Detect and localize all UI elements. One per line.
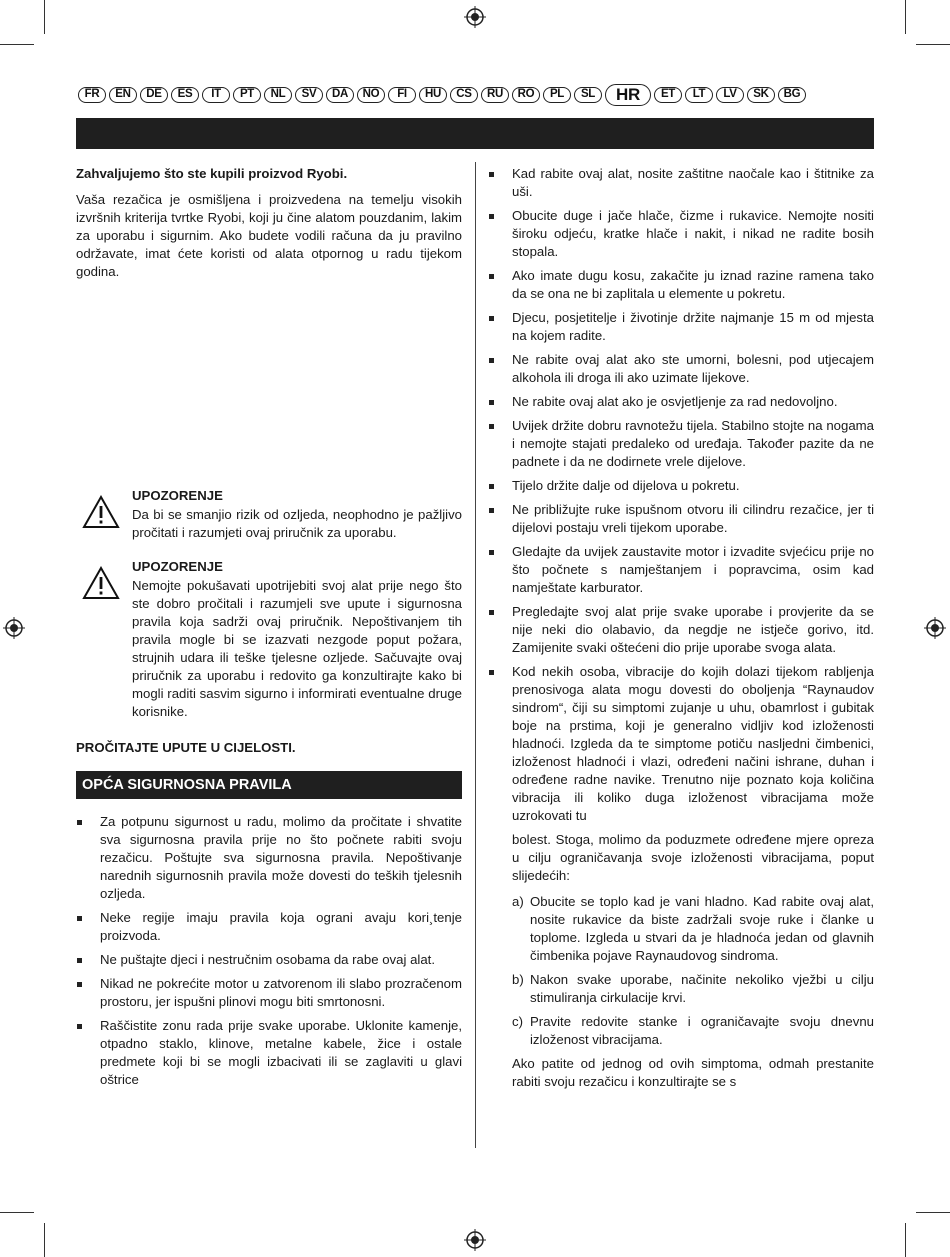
list-item: Kod nekih osoba, vibracije do kojih dolazi tijekom rabljenja prenosivoga alata mogu dovesti do oboljenja “Raynaudov sindrom“, čiji su simptomi zujanje u uhu, obamrlost i gubitak boje na prstima, koji je generalno vidljiv kod izloženosti hladnoći. Izgleda da te simptome potiču nasljedni čimbenici, izloženost hladnoći i vlazi, određeni načini ishrane, duhan i određene radne navike. Trenutno nije poznato koja količina vibracija ili koliko duga izloženost vibracijama može uzrokovati tu xyxy=(488,663,874,825)
list-item: Raščistite zonu rada prije svake uporabe. Uklonite kamenje, otpadno staklo, klinove, metalne kabele, žice i ostale predmete koji bi se mogli izbacivati ili se zaglaviti u glavi oštrice xyxy=(76,1017,462,1089)
closing-text: Ako patite od jednog od ovih simptoma, odmah prestanite rabiti svoju rezačicu i konzultirajte se s xyxy=(512,1056,874,1089)
right-bullet-list xyxy=(488,165,874,825)
sub-item-text: Pravite redovite stanke i ograničavajte svoju dnevnu izloženost vibracijama. xyxy=(530,1014,874,1047)
continuation-text: bolest. Stoga, molimo da poduzmete određene mjere opreza u cilju ograničavanja svoje izloženosti vibracijama, poput slijedećih: xyxy=(512,832,874,883)
language-tab-hu[interactable]: HU xyxy=(419,87,447,103)
list-item: Ako imate dugu kosu, zakačite ju iznad razine ramena tako da se ona ne bi zaplitala u elemente u pokretu. xyxy=(488,267,874,303)
sub-list-item xyxy=(512,893,874,965)
crop-mark xyxy=(916,1212,950,1213)
sub-item-label: b) xyxy=(512,972,524,987)
list-item: Kad rabite ovaj alat, nosite zaštitne naočale kao i štitnike za uši. xyxy=(488,165,874,201)
crop-mark xyxy=(44,1223,45,1257)
header-band xyxy=(76,118,874,149)
language-tab-no[interactable]: NO xyxy=(357,87,385,103)
language-tab-fi[interactable]: FI xyxy=(388,87,416,103)
warning-block xyxy=(76,487,462,542)
language-tab-cs[interactable]: CS xyxy=(450,87,478,103)
registration-mark-icon xyxy=(464,6,486,28)
sub-list xyxy=(488,893,874,1049)
list-item: Ne puštajte djeci i nestručnim osobama da rabe ovaj alat. xyxy=(76,951,462,969)
registration-mark-icon xyxy=(464,1229,486,1251)
warning-block xyxy=(76,558,462,721)
registration-mark-icon xyxy=(3,617,25,639)
crop-mark xyxy=(916,44,950,45)
left-column xyxy=(76,165,462,1095)
sub-item-label: c) xyxy=(512,1014,523,1029)
language-tab-sl[interactable]: SL xyxy=(574,87,602,103)
crop-mark xyxy=(905,1223,906,1257)
column-divider xyxy=(475,162,476,1148)
warning-icon xyxy=(82,566,120,600)
language-tab-sk[interactable]: SK xyxy=(747,87,775,103)
read-all-text: PROČITAJTE UPUTE U CIJELOSTI. xyxy=(76,740,296,755)
warning-icon xyxy=(82,495,120,529)
language-tab-hr[interactable]: HR xyxy=(605,84,651,106)
warning-title: UPOZORENJE xyxy=(132,559,223,574)
language-tab-ru[interactable]: RU xyxy=(481,87,509,103)
language-tab-it[interactable]: IT xyxy=(202,87,230,103)
crop-mark xyxy=(44,0,45,34)
sub-item-label: a) xyxy=(512,894,524,909)
language-tab-lv[interactable]: LV xyxy=(716,87,744,103)
language-tab-bg[interactable]: BG xyxy=(778,87,806,103)
thanks-text: Zahvaljujemo što ste kupili proizvod Ryobi. xyxy=(76,166,348,181)
spacer xyxy=(76,289,462,487)
language-tab-et[interactable]: ET xyxy=(654,87,682,103)
section-title: OPĆA SIGURNOSNA PRAVILA xyxy=(76,771,462,799)
sub-list-item xyxy=(512,1013,874,1049)
list-item: Ne rabite ovaj alat ako je osvjetljenje za rad nedovoljno. xyxy=(488,393,874,411)
crop-mark xyxy=(0,44,34,45)
list-item: Nikad ne pokrećite motor u zatvorenom ili slabo prozračenom prostoru, jer ispušni plinovi mogu biti smrtonosni. xyxy=(76,975,462,1011)
list-item: Pregledajte svoj alat prije svake uporabe i provjerite da se nije neki dio olabavio, da negdje ne istječe gorivo, itd. Zamijenite svaki oštećeni dio prije uporabe svoga alata. xyxy=(488,603,874,657)
warning-text: Nemojte pokušavati upotrijebiti svoj alat prije nego što ste dobro pročitali i razumjeli sve upute i sigurnosna pravila koja sadrži ovaj priručnik. Nepoštivanjem tih pravila mogle bi se izazvati nezgode poput požara, strujnih udara ili teške tjelesne ozljede. Sačuvajte ovaj priručnik za uporabu i redovito ga konzultirajte kako bi mogli raditi sasvim sigurno i informirati eventualne druge korisnike. xyxy=(132,578,462,719)
sub-item-text: Obucite se toplo kad je vani hladno. Kad rabite ovaj alat, nosite rukavice da biste zadržali svoje ruke i članke u toplome. Izgleda u stvari da je hladnoća jedan od glavnih čimbenika pojave Raynaudovog sindroma. xyxy=(530,894,874,963)
sub-item-text: Nakon svake uporabe, načinite nekoliko vježbi u cilju stimuliranja cirkulacije krvi. xyxy=(530,972,874,1005)
list-item: Ne približujte ruke ispušnom otvoru ili cilindru rezačice, jer ti dijelovi postaju vreli tijekom uporabe. xyxy=(488,501,874,537)
warning-title: UPOZORENJE xyxy=(132,488,223,503)
language-tab-da[interactable]: DA xyxy=(326,87,354,103)
list-item: Za potpunu sigurnost u radu, molimo da pročitate i shvatite sva sigurnosna pravila prije no što počnete rabiti svoju rezačicu. Poštujte sva sigurnosna pravila. Nepoštivanje narednih sigurnosnih pravila može dovesti do teških tjelesnih ozljeda. xyxy=(76,813,462,903)
right-column xyxy=(488,165,874,1099)
crop-mark xyxy=(905,0,906,34)
language-tab-ro[interactable]: RO xyxy=(512,87,540,103)
language-tab-nl[interactable]: NL xyxy=(264,87,292,103)
language-tab-de[interactable]: DE xyxy=(140,87,168,103)
left-bullet-list xyxy=(76,813,462,1089)
language-tab-pl[interactable]: PL xyxy=(543,87,571,103)
list-item: Tijelo držite dalje od dijelova u pokretu. xyxy=(488,477,874,495)
language-tab-sv[interactable]: SV xyxy=(295,87,323,103)
language-tab-lt[interactable]: LT xyxy=(685,87,713,103)
language-tab-pt[interactable]: PT xyxy=(233,87,261,103)
language-tab-es[interactable]: ES xyxy=(171,87,199,103)
registration-mark-icon xyxy=(924,617,946,639)
warning-text: Da bi se smanjio rizik od ozljeda, neophodno je pažljivo pročitati i razumjeti ovaj priručnik za uporabu. xyxy=(132,507,462,540)
intro-text: Vaša rezačica je osmišljena i proizvedena na temelju visokih izvršnih kriterija tvrtke Ryobi, koji ju čine alatom pouzdanim, lakim za uporabu i sigurnim. Ako budete vodili računa da ju pravilno održavate, imat ćete koristi od alata otpornog u radu tijekom godina. xyxy=(76,192,462,279)
list-item: Neke regije imaju pravila koja ograni avaju kori¸tenje proizvoda. xyxy=(76,909,462,945)
crop-mark xyxy=(0,1212,34,1213)
language-bar xyxy=(78,84,874,106)
list-item: Obucite duge i jače hlače, čizme i rukavice. Nemojte nositi široku odjeću, kratke hlače i nakit, i nikad ne radite bosih stopala. xyxy=(488,207,874,261)
sub-list-item xyxy=(512,971,874,1007)
list-item: Gledajte da uvijek zaustavite motor i izvadite svjećicu prije no što počnete s namještanjem i popravcima, osim kad namještate karburator. xyxy=(488,543,874,597)
language-tab-en[interactable]: EN xyxy=(109,87,137,103)
list-item: Ne rabite ovaj alat ako ste umorni, bolesni, pod utjecajem alkohola ili droga ili ako uzimate lijekove. xyxy=(488,351,874,387)
list-item: Djecu, posjetitelje i životinje držite najmanje 15 m od mjesta na kojem radite. xyxy=(488,309,874,345)
language-tab-fr[interactable]: FR xyxy=(78,87,106,103)
list-item: Uvijek držite dobru ravnotežu tijela. Stabilno stojte na nogama i nemojte stajati predaleko od uređaja. Također pazite da ne padnete i da ne dodirnete vrele dijelove. xyxy=(488,417,874,471)
